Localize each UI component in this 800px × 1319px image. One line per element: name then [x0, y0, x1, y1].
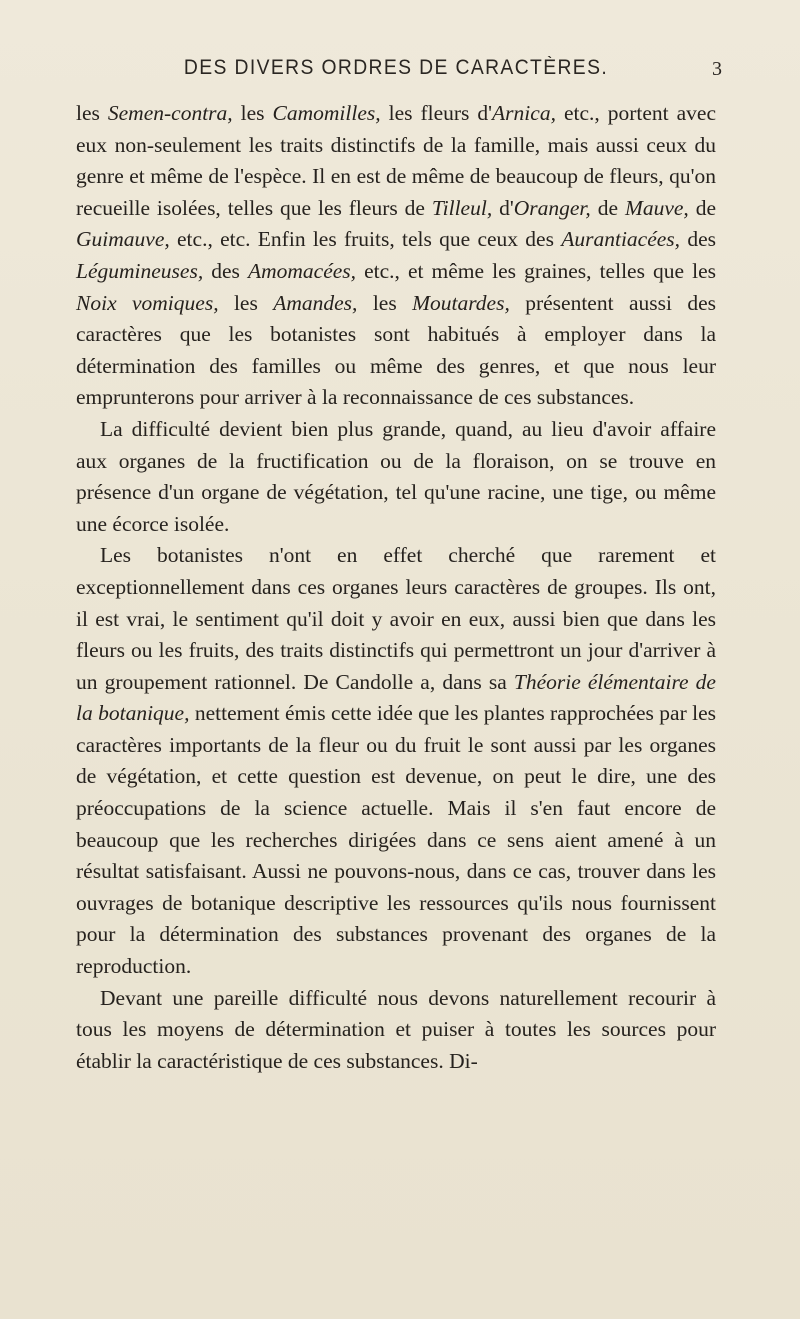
page-number: 3: [712, 58, 722, 80]
italic-term: Tilleul,: [431, 195, 493, 220]
italic-term: Oranger,: [513, 195, 591, 220]
body-text: [76, 98, 716, 1077]
text-run: Les botanistes n'ont en effet cherché que rarement et exceptionnellement dans ces organes leurs caractères de groupes. Ils ont, il est vrai, le sentiment qu'il doit y avoir en eux, aussi bien que dans les fleurs ou les fruits, des traits distinctifs qui permettront un jour d'arriver à un groupement rationnel. De Candolle a, dans sa: [76, 543, 716, 694]
text-run: de: [688, 195, 717, 220]
text-run: des: [203, 258, 248, 283]
italic-term: Arnica,: [492, 101, 556, 125]
paragraph: [76, 983, 716, 1078]
italic-term: Aurantiacées,: [561, 227, 681, 252]
text-run: La difficulté devient bien plus grande, quand, au lieu d'avoir affaire aux organes de la fructification ou de la floraison, on se trouve en présence d'un organe de végétation, tel qu'une racine, une tige, ou même une écorce isolée.: [76, 416, 716, 536]
text-run: les: [357, 290, 413, 315]
paragraph: [76, 414, 716, 540]
text-run: les: [218, 290, 274, 315]
text-run: présentent aussi des caractères que les botanistes sont habitués à employer dans la détermination des familles ou même des genres, et que nous leur emprunterons pour arriver à la reconnaissance de ces substances.: [76, 290, 717, 410]
italic-term: Mauve,: [624, 195, 689, 220]
text-run: etc., etc. Enfin les fruits, tels que ceux des: [169, 227, 562, 252]
paragraph: [76, 540, 716, 982]
text-run: les: [76, 101, 108, 125]
italic-term: Noix vomiques,: [76, 290, 219, 315]
italic-term: Théorie élémentaire de la botanique,: [76, 669, 716, 726]
italic-term: Amandes,: [273, 290, 358, 315]
text-run: les fleurs d': [380, 101, 493, 125]
text-run: d': [492, 195, 514, 220]
italic-term: Amomacées,: [247, 258, 357, 283]
italic-term: Camomilles,: [272, 101, 381, 125]
text-run: de: [590, 195, 625, 220]
italic-term: Légumineuses,: [76, 258, 204, 283]
running-title: DES DIVERS ORDRES DE CARACTÈRES.: [183, 56, 609, 79]
paragraph: [76, 98, 716, 414]
text-run: Devant une pareille difficulté nous devons naturellement recourir à tous les moyens de détermination et puiser à toutes les sources pour établir la caractéristique de ces substances. Di-: [76, 985, 716, 1073]
italic-term: Guimauve,: [76, 227, 170, 252]
italic-term: Semen-contra,: [107, 101, 233, 125]
text-run: nettement émis cette idée que les plantes rapprochées par les caractères importants de la fleur ou du fruit le sont aussi par les organes de végétation, et cette question est devenue, on peut le dire, une des préoccupations de la science actuelle. Mais il s'en faut encore de beaucoup que les recherches dirigées dans ce sens aient amené à un résultat satisfaisant. Aussi ne pouvons-nous, dans ce cas, trouver dans les ouvrages de botanique descriptive les ressources qu'ils nous fournissent pour la détermination des substances provenant des organes de la reproduction.: [76, 701, 716, 979]
text-run: les: [232, 101, 273, 125]
text-run: etc., et même les graines, telles que les: [356, 258, 716, 283]
italic-term: Moutardes,: [412, 290, 510, 315]
text-run: des: [680, 227, 716, 252]
text-run: etc., portent avec eux non-seulement les traits distinctifs de la famille, mais aussi ceux du genre et même de l'espèce. Il en est de même de beaucoup de fleurs, qu'on recueille isolées, telles que les fleurs de: [76, 101, 716, 220]
page-header: [76, 56, 722, 90]
